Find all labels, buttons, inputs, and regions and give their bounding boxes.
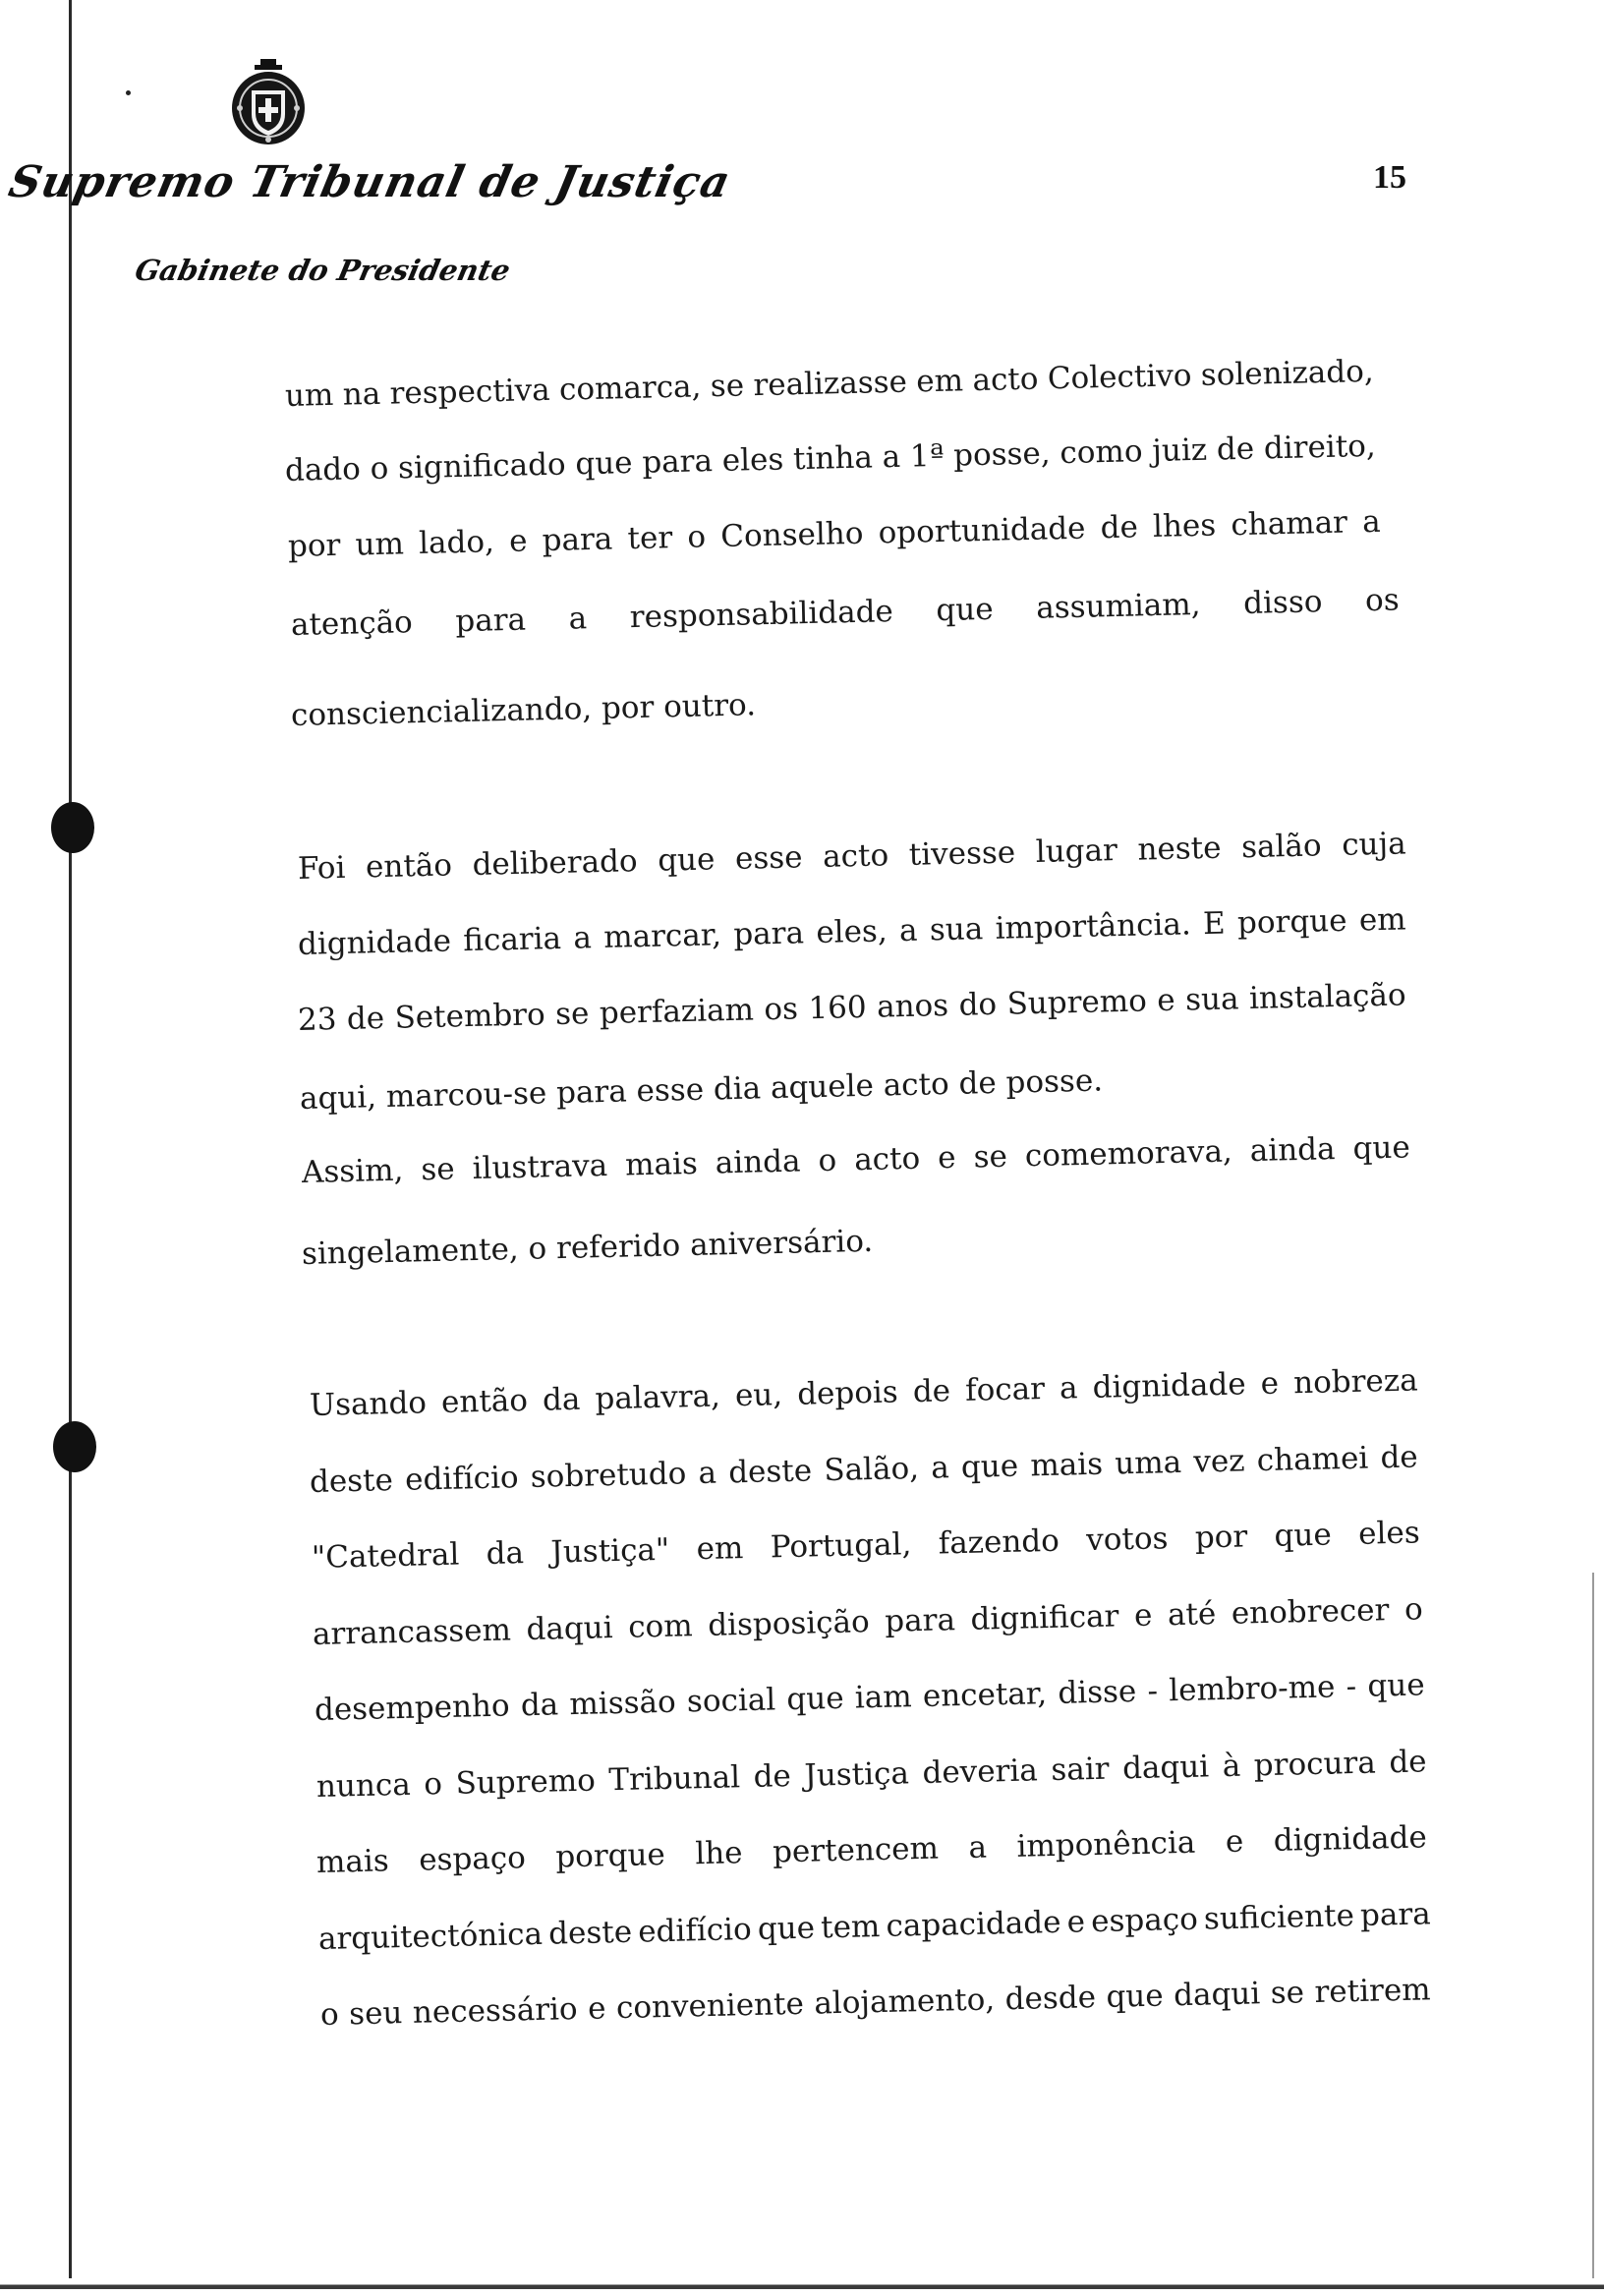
- text-word: iam: [854, 1679, 913, 1716]
- text-word: Usando: [309, 1385, 428, 1423]
- text-word: edifício: [404, 1460, 519, 1498]
- text-word: edifício: [637, 1912, 753, 1950]
- text-word: dado: [284, 451, 362, 488]
- text-word: da: [520, 1687, 559, 1724]
- text-word: tinha: [792, 439, 874, 478]
- text-word: arrancassem: [312, 1612, 512, 1652]
- text-word: dignidade: [1092, 1366, 1246, 1406]
- text-word: respectiva: [389, 372, 551, 412]
- text-word: para: [542, 521, 613, 559]
- text-line: singelamente, o referido aniversário.: [301, 1223, 874, 1272]
- text-line: aqui, marcou-se para esse dia aquele acto de posse.: [299, 1062, 1104, 1117]
- text-word: acto: [822, 837, 889, 875]
- text-word: missão: [569, 1684, 677, 1723]
- text-word: mais: [624, 1145, 699, 1183]
- text-word: Supremo: [455, 1762, 597, 1802]
- text-word: que: [1106, 1978, 1165, 2015]
- text-word: uma: [1114, 1444, 1182, 1482]
- text-word: da: [486, 1535, 525, 1572]
- text-word: e: [1133, 1597, 1153, 1635]
- text-word: que: [657, 841, 716, 879]
- text-word: que: [757, 1910, 816, 1947]
- text-line: [298, 826, 1407, 887]
- text-word: dignificar: [970, 1598, 1119, 1637]
- text-word: a: [568, 601, 588, 637]
- text-word: acto: [853, 1140, 921, 1178]
- text-word: deste: [547, 1914, 633, 1952]
- text-word: -: [1346, 1668, 1357, 1705]
- text-word: Salão,: [823, 1450, 920, 1489]
- text-word: então: [365, 847, 453, 886]
- text-word: encetar,: [922, 1676, 1048, 1714]
- text-word: Supremo: [1006, 983, 1148, 1022]
- text-word: o: [1404, 1591, 1424, 1628]
- text-word: sua: [929, 911, 984, 948]
- text-word: de: [1388, 1744, 1427, 1781]
- text-word: Justiça": [550, 1531, 670, 1571]
- text-word: deste: [727, 1453, 813, 1491]
- text-word: daqui: [1121, 1749, 1210, 1787]
- text-word: o: [319, 1996, 340, 2033]
- text-line: [310, 1439, 1419, 1500]
- text-word: a: [572, 920, 593, 956]
- text-word: procura: [1253, 1745, 1377, 1784]
- text-word: capacidade: [886, 1904, 1061, 1944]
- text-word: tem: [820, 1909, 881, 1946]
- text-word: daqui: [1173, 1976, 1261, 2014]
- text-line: [298, 901, 1407, 962]
- text-word: porque: [554, 1836, 666, 1875]
- text-word: de: [346, 1001, 385, 1037]
- text-word: em: [915, 363, 964, 400]
- text-word: deveria: [922, 1752, 1039, 1792]
- text-line: [315, 1667, 1426, 1728]
- text-word: Portugal,: [770, 1526, 912, 1566]
- text-word: Assim,: [301, 1152, 404, 1190]
- text-word: significado: [397, 446, 567, 487]
- text-word: que: [1367, 1667, 1425, 1704]
- text-line: [291, 582, 1401, 643]
- text-word: e: [587, 1990, 606, 2027]
- text-word: eles: [1357, 1515, 1421, 1552]
- text-word: oportunidade: [878, 510, 1086, 551]
- text-word: 1ª: [909, 437, 945, 475]
- text-word: lhe: [694, 1835, 743, 1872]
- text-word: nobreza: [1292, 1362, 1418, 1402]
- text-word: deliberado: [472, 843, 638, 883]
- scan-speck: [126, 90, 131, 95]
- text-word: 23: [297, 1002, 337, 1038]
- text-word: que: [1274, 1517, 1333, 1554]
- text-word: acto: [972, 361, 1039, 399]
- punch-hole: [51, 802, 94, 853]
- office-name: Gabinete do Presidente: [132, 254, 514, 287]
- text-word: se: [710, 368, 745, 405]
- text-word: pertencem: [772, 1830, 940, 1870]
- text-line: [298, 977, 1407, 1038]
- text-word: juiz: [1151, 431, 1208, 469]
- text-word: se: [554, 996, 590, 1033]
- text-word: a: [1361, 503, 1382, 541]
- text-word: lembro-me: [1168, 1669, 1336, 1709]
- text-word: comemorava,: [1024, 1133, 1233, 1175]
- text-word: à: [1222, 1748, 1241, 1785]
- text-line: [318, 1896, 1432, 1957]
- text-word: para: [454, 602, 527, 640]
- text-word: eu,: [734, 1377, 783, 1414]
- text-word: desde: [1004, 1980, 1097, 2018]
- text-word: votos: [1085, 1521, 1169, 1559]
- text-word: focar: [964, 1371, 1046, 1408]
- text-word: Tribunal: [608, 1759, 741, 1799]
- text-word: lado,: [418, 524, 495, 561]
- text-word: na: [342, 375, 381, 413]
- text-line: [316, 1819, 1428, 1880]
- text-word: conveniente: [615, 1985, 805, 2027]
- text-word: ainda: [1249, 1131, 1336, 1170]
- text-word: comarca,: [558, 369, 702, 408]
- text-word: nunca: [315, 1766, 412, 1805]
- text-word: anos: [876, 987, 949, 1025]
- text-word: o: [686, 519, 707, 555]
- text-word: lhes: [1152, 507, 1217, 545]
- text-word: social: [686, 1682, 776, 1720]
- text-word: que: [574, 444, 633, 483]
- text-word: ilustrava: [472, 1147, 608, 1187]
- text-word: esse: [734, 839, 803, 877]
- text-word: daqui: [526, 1610, 614, 1648]
- text-word: por: [287, 527, 341, 564]
- text-word: o: [370, 450, 389, 488]
- text-word: a: [1059, 1370, 1078, 1406]
- text-word: um: [355, 526, 405, 563]
- text-word: mais: [315, 1843, 390, 1880]
- text-word: se: [973, 1138, 1008, 1176]
- text-word: em: [1358, 901, 1407, 939]
- text-word: assumiam,: [1035, 587, 1201, 626]
- text-word: disposição: [707, 1604, 871, 1643]
- binding-line: [69, 0, 72, 2296]
- text-word: se: [1270, 1975, 1305, 2012]
- text-word: por: [1194, 1519, 1248, 1556]
- text-line: [312, 1515, 1421, 1576]
- text-word: em: [696, 1530, 744, 1568]
- text-word: vez: [1192, 1443, 1245, 1480]
- text-line: consciencializando, por outro.: [290, 687, 757, 733]
- text-word: responsabilidade: [629, 594, 894, 636]
- text-word: tivesse: [908, 834, 1016, 873]
- text-word: chamar: [1231, 504, 1348, 544]
- text-word: depois: [796, 1374, 899, 1412]
- text-word: neste: [1137, 830, 1222, 868]
- text-word: do: [958, 986, 998, 1023]
- text-word: de: [1100, 509, 1139, 546]
- text-word: o: [423, 1766, 443, 1803]
- text-word: posse,: [952, 435, 1052, 474]
- text-word: para: [884, 1602, 956, 1639]
- text-line: [316, 1744, 1428, 1805]
- text-word: desempenho: [314, 1688, 510, 1728]
- text-word: e: [937, 1139, 956, 1177]
- text-word: Colectivo: [1047, 358, 1192, 397]
- text-word: para: [1359, 1896, 1432, 1933]
- text-word: dignidade: [1273, 1819, 1428, 1859]
- text-word: fazendo: [938, 1522, 1060, 1562]
- punch-hole: [53, 1421, 96, 1472]
- text-word: ter: [627, 520, 673, 557]
- text-word: suficiente: [1203, 1898, 1355, 1937]
- text-word: salão: [1240, 828, 1322, 866]
- text-word: se: [420, 1151, 456, 1188]
- institution-name: Supremo Tribunal de Justiça: [4, 157, 736, 207]
- text-word: dignidade: [297, 923, 452, 962]
- text-word: a: [882, 438, 901, 476]
- text-word: da: [542, 1381, 581, 1418]
- text-line: [310, 1362, 1419, 1423]
- text-word: então: [440, 1382, 529, 1420]
- text-line: [302, 1129, 1411, 1190]
- text-word: retirem: [1314, 1972, 1431, 2011]
- text-word: que: [960, 1448, 1019, 1485]
- text-word: cuja: [1341, 826, 1407, 863]
- text-word: realizasse: [753, 364, 908, 404]
- text-word: imponência: [1016, 1824, 1196, 1865]
- text-line: [285, 354, 1375, 414]
- page-edge-shadow: [1592, 1573, 1594, 2280]
- text-word: a: [968, 1829, 988, 1866]
- text-word: que: [786, 1680, 844, 1718]
- text-word: espaço: [418, 1840, 527, 1878]
- text-word: e: [1260, 1365, 1280, 1403]
- text-word: disse: [1057, 1674, 1137, 1711]
- text-word: -: [1147, 1673, 1159, 1709]
- text-word: de: [912, 1373, 951, 1410]
- text-word: ainda: [715, 1143, 801, 1181]
- scan-bottom-edge: [0, 2278, 1604, 2296]
- text-word: Conselho: [719, 515, 864, 555]
- text-word: chamei: [1256, 1440, 1369, 1479]
- text-word: sair: [1050, 1751, 1110, 1789]
- text-word: importância.: [995, 906, 1192, 947]
- text-line: [285, 429, 1377, 488]
- text-word: o: [818, 1142, 837, 1179]
- text-word: com: [627, 1608, 694, 1645]
- text-word: Foi: [297, 849, 346, 887]
- text-word: porque: [1236, 902, 1347, 942]
- text-word: os: [764, 991, 799, 1028]
- text-word: e: [1066, 1904, 1086, 1940]
- text-word: de: [1216, 430, 1255, 468]
- text-word: sobretudo: [530, 1456, 687, 1495]
- text-word: "Catedral: [311, 1536, 460, 1576]
- text-word: e: [1156, 982, 1176, 1019]
- text-word: lugar: [1035, 832, 1118, 870]
- text-word: a: [698, 1455, 717, 1492]
- text-word: de: [1380, 1439, 1419, 1476]
- text-word: que: [936, 591, 995, 629]
- text-word: alojamento,: [813, 1981, 996, 2022]
- text-word: seu: [348, 1995, 403, 2033]
- text-word: enobrecer: [1231, 1592, 1390, 1632]
- text-word: a: [898, 912, 918, 949]
- text-word: de: [753, 1758, 792, 1795]
- text-word: e: [508, 523, 528, 559]
- text-word: eles: [721, 441, 784, 479]
- text-word: para: [641, 443, 714, 481]
- text-word: sua: [1184, 981, 1239, 1018]
- text-word: arquitectónica: [317, 1916, 544, 1957]
- text-word: que: [1352, 1129, 1411, 1167]
- text-word: até: [1167, 1596, 1217, 1634]
- text-word: um: [284, 376, 334, 414]
- text-word: a: [930, 1450, 950, 1486]
- text-line: [288, 504, 1382, 564]
- text-word: solenizado,: [1200, 353, 1375, 393]
- text-word: atenção: [290, 604, 414, 643]
- text-line: [313, 1591, 1424, 1652]
- text-word: 160: [808, 989, 868, 1027]
- text-word: palavra,: [595, 1378, 721, 1417]
- text-word: e: [1225, 1823, 1244, 1861]
- text-word: Justiça: [804, 1755, 910, 1794]
- text-word: marcar,: [602, 917, 722, 955]
- text-word: perfaziam: [599, 992, 755, 1032]
- text-word: eles,: [815, 913, 888, 951]
- page-number: 15: [1373, 159, 1406, 196]
- text-word: espaço: [1090, 1901, 1199, 1940]
- text-word: Setembro: [394, 997, 546, 1036]
- text-word: E: [1202, 905, 1227, 943]
- text-word: deste: [309, 1463, 394, 1500]
- text-word: disso: [1242, 584, 1323, 622]
- text-word: os: [1364, 582, 1401, 619]
- text-word: para: [732, 915, 805, 952]
- text-word: ficaria: [462, 920, 562, 959]
- text-word: como: [1060, 433, 1143, 472]
- text-line: [320, 1972, 1432, 2033]
- text-word: direito,: [1263, 428, 1377, 467]
- text-word: mais: [1029, 1446, 1104, 1484]
- text-word: instalação: [1248, 977, 1406, 1017]
- text-word: necessário: [412, 1991, 579, 2031]
- coat-of-arms-icon: [224, 57, 313, 147]
